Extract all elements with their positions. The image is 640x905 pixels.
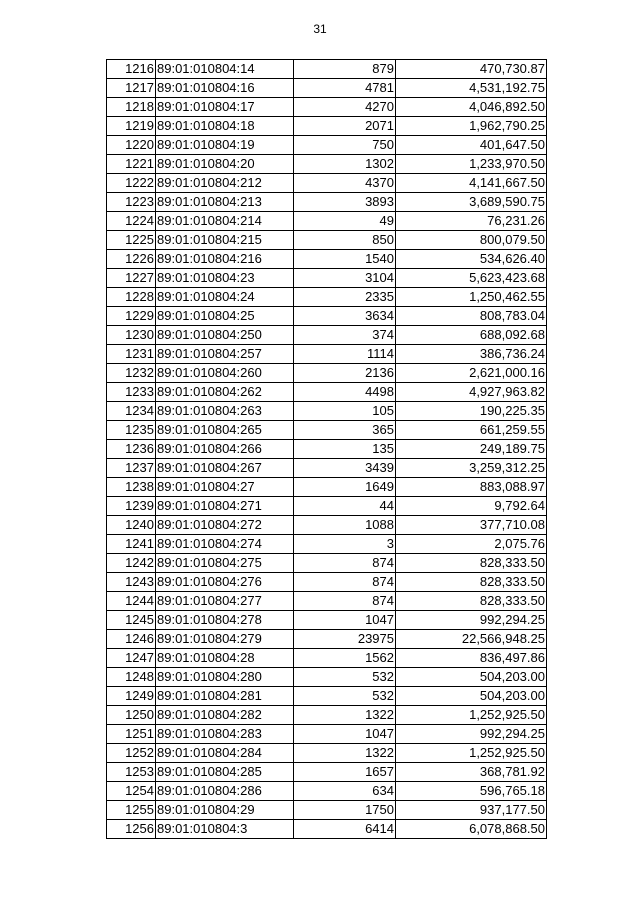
row-number-cell: 1251	[107, 725, 156, 744]
cadastral-number-cell: 89:01:010804:212	[156, 174, 294, 193]
table-row	[107, 364, 547, 383]
value-cell: 377,710.08	[396, 516, 547, 535]
cadastral-number-cell: 89:01:010804:278	[156, 611, 294, 630]
area-cell: 1657	[294, 763, 396, 782]
table-row	[107, 136, 547, 155]
area-cell: 874	[294, 554, 396, 573]
table-row	[107, 478, 547, 497]
value-cell: 470,730.87	[396, 60, 547, 79]
area-cell: 374	[294, 326, 396, 345]
cadastral-number-cell: 89:01:010804:265	[156, 421, 294, 440]
area-cell: 1322	[294, 744, 396, 763]
area-cell: 105	[294, 402, 396, 421]
row-number-cell: 1221	[107, 155, 156, 174]
row-number-cell: 1225	[107, 231, 156, 250]
row-number-cell: 1227	[107, 269, 156, 288]
row-number-cell: 1226	[107, 250, 156, 269]
cadastral-number-cell: 89:01:010804:3	[156, 820, 294, 839]
area-cell: 634	[294, 782, 396, 801]
area-cell: 365	[294, 421, 396, 440]
area-cell: 532	[294, 668, 396, 687]
parcel-table	[106, 59, 547, 839]
value-cell: 4,141,667.50	[396, 174, 547, 193]
table-row	[107, 231, 547, 250]
table-row	[107, 459, 547, 478]
cadastral-number-cell: 89:01:010804:260	[156, 364, 294, 383]
row-number-cell: 1236	[107, 440, 156, 459]
value-cell: 1,233,970.50	[396, 155, 547, 174]
value-cell: 76,231.26	[396, 212, 547, 231]
area-cell: 2335	[294, 288, 396, 307]
row-number-cell: 1243	[107, 573, 156, 592]
table-row	[107, 440, 547, 459]
value-cell: 937,177.50	[396, 801, 547, 820]
cadastral-number-cell: 89:01:010804:20	[156, 155, 294, 174]
cadastral-number-cell: 89:01:010804:279	[156, 630, 294, 649]
cadastral-number-cell: 89:01:010804:215	[156, 231, 294, 250]
row-number-cell: 1248	[107, 668, 156, 687]
cadastral-number-cell: 89:01:010804:29	[156, 801, 294, 820]
table-row	[107, 174, 547, 193]
row-number-cell: 1244	[107, 592, 156, 611]
area-cell: 1302	[294, 155, 396, 174]
parcel-table-body	[107, 60, 547, 839]
value-cell: 5,623,423.68	[396, 269, 547, 288]
area-cell: 1088	[294, 516, 396, 535]
cadastral-number-cell: 89:01:010804:18	[156, 117, 294, 136]
cadastral-number-cell: 89:01:010804:262	[156, 383, 294, 402]
row-number-cell: 1219	[107, 117, 156, 136]
area-cell: 1114	[294, 345, 396, 364]
row-number-cell: 1240	[107, 516, 156, 535]
cadastral-number-cell: 89:01:010804:281	[156, 687, 294, 706]
area-cell: 44	[294, 497, 396, 516]
row-number-cell: 1222	[107, 174, 156, 193]
table-row	[107, 288, 547, 307]
row-number-cell: 1235	[107, 421, 156, 440]
area-cell: 6414	[294, 820, 396, 839]
table-row	[107, 706, 547, 725]
cadastral-number-cell: 89:01:010804:257	[156, 345, 294, 364]
value-cell: 4,046,892.50	[396, 98, 547, 117]
cadastral-number-cell: 89:01:010804:280	[156, 668, 294, 687]
cadastral-number-cell: 89:01:010804:282	[156, 706, 294, 725]
value-cell: 828,333.50	[396, 573, 547, 592]
cadastral-number-cell: 89:01:010804:271	[156, 497, 294, 516]
cadastral-number-cell: 89:01:010804:266	[156, 440, 294, 459]
row-number-cell: 1256	[107, 820, 156, 839]
area-cell: 49	[294, 212, 396, 231]
value-cell: 368,781.92	[396, 763, 547, 782]
table-row	[107, 611, 547, 630]
value-cell: 808,783.04	[396, 307, 547, 326]
value-cell: 22,566,948.25	[396, 630, 547, 649]
table-row	[107, 212, 547, 231]
table-row	[107, 687, 547, 706]
area-cell: 3634	[294, 307, 396, 326]
cadastral-number-cell: 89:01:010804:250	[156, 326, 294, 345]
table-row	[107, 117, 547, 136]
value-cell: 992,294.25	[396, 611, 547, 630]
row-number-cell: 1216	[107, 60, 156, 79]
cadastral-number-cell: 89:01:010804:23	[156, 269, 294, 288]
row-number-cell: 1246	[107, 630, 156, 649]
row-number-cell: 1245	[107, 611, 156, 630]
cadastral-number-cell: 89:01:010804:25	[156, 307, 294, 326]
area-cell: 1540	[294, 250, 396, 269]
row-number-cell: 1239	[107, 497, 156, 516]
row-number-cell: 1234	[107, 402, 156, 421]
cadastral-number-cell: 89:01:010804:28	[156, 649, 294, 668]
value-cell: 4,927,963.82	[396, 383, 547, 402]
area-cell: 1750	[294, 801, 396, 820]
table-row	[107, 307, 547, 326]
cadastral-number-cell: 89:01:010804:213	[156, 193, 294, 212]
area-cell: 4781	[294, 79, 396, 98]
area-cell: 850	[294, 231, 396, 250]
area-cell: 1562	[294, 649, 396, 668]
cadastral-number-cell: 89:01:010804:19	[156, 136, 294, 155]
cadastral-number-cell: 89:01:010804:267	[156, 459, 294, 478]
value-cell: 6,078,868.50	[396, 820, 547, 839]
value-cell: 249,189.75	[396, 440, 547, 459]
cadastral-number-cell: 89:01:010804:214	[156, 212, 294, 231]
value-cell: 661,259.55	[396, 421, 547, 440]
table-row	[107, 269, 547, 288]
area-cell: 3	[294, 535, 396, 554]
page-number: 31	[313, 22, 327, 36]
area-cell: 23975	[294, 630, 396, 649]
table-row	[107, 573, 547, 592]
value-cell: 883,088.97	[396, 478, 547, 497]
row-number-cell: 1233	[107, 383, 156, 402]
value-cell: 4,531,192.75	[396, 79, 547, 98]
cadastral-number-cell: 89:01:010804:274	[156, 535, 294, 554]
value-cell: 190,225.35	[396, 402, 547, 421]
value-cell: 1,962,790.25	[396, 117, 547, 136]
area-cell: 3439	[294, 459, 396, 478]
value-cell: 3,259,312.25	[396, 459, 547, 478]
value-cell: 800,079.50	[396, 231, 547, 250]
row-number-cell: 1242	[107, 554, 156, 573]
row-number-cell: 1224	[107, 212, 156, 231]
cadastral-number-cell: 89:01:010804:216	[156, 250, 294, 269]
row-number-cell: 1230	[107, 326, 156, 345]
table-row	[107, 383, 547, 402]
area-cell: 1322	[294, 706, 396, 725]
cadastral-number-cell: 89:01:010804:276	[156, 573, 294, 592]
area-cell: 2071	[294, 117, 396, 136]
value-cell: 1,250,462.55	[396, 288, 547, 307]
row-number-cell: 1241	[107, 535, 156, 554]
table-row	[107, 744, 547, 763]
area-cell: 3893	[294, 193, 396, 212]
area-cell: 3104	[294, 269, 396, 288]
table-row	[107, 193, 547, 212]
area-cell: 1649	[294, 478, 396, 497]
value-cell: 1,252,925.50	[396, 744, 547, 763]
row-number-cell: 1253	[107, 763, 156, 782]
table-row	[107, 592, 547, 611]
cadastral-number-cell: 89:01:010804:284	[156, 744, 294, 763]
value-cell: 688,092.68	[396, 326, 547, 345]
row-number-cell: 1232	[107, 364, 156, 383]
cadastral-number-cell: 89:01:010804:24	[156, 288, 294, 307]
cadastral-number-cell: 89:01:010804:285	[156, 763, 294, 782]
value-cell: 836,497.86	[396, 649, 547, 668]
cadastral-number-cell: 89:01:010804:263	[156, 402, 294, 421]
cadastral-number-cell: 89:01:010804:286	[156, 782, 294, 801]
table-row	[107, 801, 547, 820]
value-cell: 2,621,000.16	[396, 364, 547, 383]
table-row	[107, 345, 547, 364]
area-cell: 135	[294, 440, 396, 459]
row-number-cell: 1250	[107, 706, 156, 725]
table-row	[107, 402, 547, 421]
row-number-cell: 1231	[107, 345, 156, 364]
row-number-cell: 1238	[107, 478, 156, 497]
row-number-cell: 1217	[107, 79, 156, 98]
row-number-cell: 1252	[107, 744, 156, 763]
area-cell: 1047	[294, 725, 396, 744]
area-cell: 532	[294, 687, 396, 706]
table-row	[107, 649, 547, 668]
value-cell: 596,765.18	[396, 782, 547, 801]
row-number-cell: 1255	[107, 801, 156, 820]
area-cell: 879	[294, 60, 396, 79]
value-cell: 1,252,925.50	[396, 706, 547, 725]
value-cell: 828,333.50	[396, 592, 547, 611]
value-cell: 504,203.00	[396, 668, 547, 687]
table-row	[107, 630, 547, 649]
table-row	[107, 554, 547, 573]
row-number-cell: 1223	[107, 193, 156, 212]
table-row	[107, 668, 547, 687]
area-cell: 4498	[294, 383, 396, 402]
area-cell: 874	[294, 592, 396, 611]
cadastral-number-cell: 89:01:010804:17	[156, 98, 294, 117]
value-cell: 9,792.64	[396, 497, 547, 516]
cadastral-number-cell: 89:01:010804:283	[156, 725, 294, 744]
value-cell: 3,689,590.75	[396, 193, 547, 212]
row-number-cell: 1229	[107, 307, 156, 326]
value-cell: 534,626.40	[396, 250, 547, 269]
cadastral-number-cell: 89:01:010804:275	[156, 554, 294, 573]
cadastral-number-cell: 89:01:010804:16	[156, 79, 294, 98]
cadastral-number-cell: 89:01:010804:14	[156, 60, 294, 79]
area-cell: 2136	[294, 364, 396, 383]
area-cell: 1047	[294, 611, 396, 630]
table-row	[107, 326, 547, 345]
table-row	[107, 763, 547, 782]
table-row	[107, 820, 547, 839]
table-row	[107, 60, 547, 79]
table-row	[107, 497, 547, 516]
table-row	[107, 155, 547, 174]
cadastral-number-cell: 89:01:010804:277	[156, 592, 294, 611]
table-row	[107, 250, 547, 269]
table-row	[107, 535, 547, 554]
row-number-cell: 1247	[107, 649, 156, 668]
table-row	[107, 79, 547, 98]
area-cell: 874	[294, 573, 396, 592]
table-row	[107, 782, 547, 801]
table-row	[107, 516, 547, 535]
cadastral-number-cell: 89:01:010804:27	[156, 478, 294, 497]
table-row	[107, 98, 547, 117]
row-number-cell: 1237	[107, 459, 156, 478]
table-row	[107, 421, 547, 440]
value-cell: 2,075.76	[396, 535, 547, 554]
row-number-cell: 1220	[107, 136, 156, 155]
area-cell: 750	[294, 136, 396, 155]
value-cell: 992,294.25	[396, 725, 547, 744]
area-cell: 4370	[294, 174, 396, 193]
value-cell: 401,647.50	[396, 136, 547, 155]
value-cell: 504,203.00	[396, 687, 547, 706]
row-number-cell: 1254	[107, 782, 156, 801]
value-cell: 828,333.50	[396, 554, 547, 573]
area-cell: 4270	[294, 98, 396, 117]
table-row	[107, 725, 547, 744]
row-number-cell: 1218	[107, 98, 156, 117]
row-number-cell: 1228	[107, 288, 156, 307]
value-cell: 386,736.24	[396, 345, 547, 364]
row-number-cell: 1249	[107, 687, 156, 706]
cadastral-number-cell: 89:01:010804:272	[156, 516, 294, 535]
